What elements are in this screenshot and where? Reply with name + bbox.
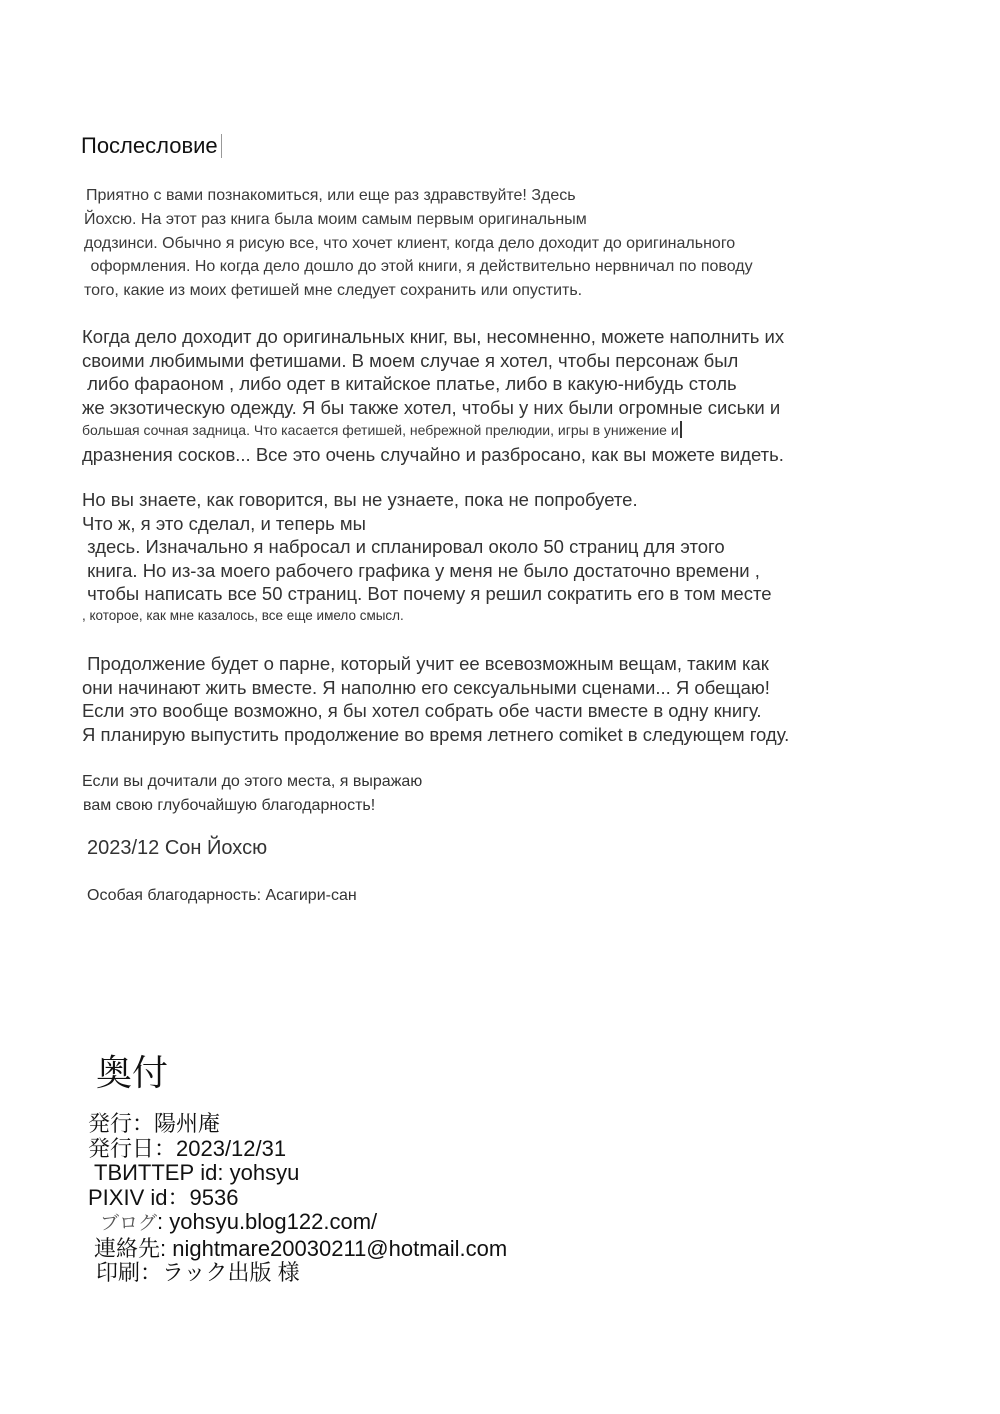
text-line: Йохсю. На этот раз книга была моим самым первым оригинальным bbox=[84, 210, 587, 228]
text-line: Когда дело доходит до оригинальных книг, вы, несомненно, можете наполнить их bbox=[82, 326, 785, 347]
blog-label: ブログ bbox=[100, 1213, 158, 1234]
paragraph-3 bbox=[82, 488, 772, 626]
text-cursor bbox=[680, 421, 682, 438]
paragraph-1 bbox=[86, 184, 753, 303]
text-line: Продолжение будет о парне, который учит ее всевозможным вещам, таким как bbox=[82, 653, 769, 674]
text-line: они начинают жить вместе. Я наполню его сексуальными сценами... Я обещаю! bbox=[82, 676, 770, 698]
text-line: дразнения сосков... Все это очень случайно и разбросано, как вы можете видеть. bbox=[82, 443, 784, 465]
publisher: 発行：陽州庵 bbox=[88, 1111, 221, 1136]
contact[interactable]: 連絡先: nightmare20030211@hotmail.com bbox=[94, 1235, 508, 1261]
text-line-content: большая сочная задница. Что касается фетишей, небрежной прелюдии, игры в унижение и bbox=[82, 422, 679, 438]
text-line: Я планирую выпустить продолжение во время летнего comiket в следующем году. bbox=[82, 723, 790, 745]
text-line: додзинси. Обычно я рисую все, что хочет клиент, когда дело доходит до оригинального bbox=[84, 234, 736, 252]
text-line: вам свою глубочайшую благодарность! bbox=[83, 797, 376, 814]
text-line: же экзотическую одежду. Я бы также хотел, чтобы у них были огромные сиськи и bbox=[82, 396, 781, 418]
text-line bbox=[82, 419, 784, 443]
paragraph-4 bbox=[82, 652, 789, 746]
blog bbox=[100, 1210, 507, 1237]
blog-url[interactable]: : yohsyu.blog122.com/ bbox=[157, 1209, 378, 1234]
text-line: своими любимыми фетишами. В моем случае я хотел, чтобы персонаж был bbox=[82, 349, 739, 371]
twitter-id: ТВИТТЕР id: yohsyu bbox=[94, 1160, 300, 1185]
text-line: либо фараоном , либо одет в китайское платье, либо в какую-нибудь столь bbox=[82, 373, 737, 394]
text-line: здесь. Изначально я набросал и спланировал около 50 страниц для этого bbox=[82, 536, 725, 557]
text-line: Но вы знаете, как говорится, вы не узнаете, пока не попробуете. bbox=[82, 489, 638, 510]
text-line: Если вы дочитали до этого места, я выражаю bbox=[82, 773, 423, 790]
publish-date: 発行日：2023/12/31 bbox=[88, 1135, 287, 1161]
text-line: чтобы написать все 50 страниц. Вот почему я решил сократить его в том месте bbox=[82, 583, 772, 604]
text-line: , которое, как мне казалось, все еще имело смысл. bbox=[82, 607, 404, 623]
pixiv-id: PIXIV id：9536 bbox=[88, 1184, 239, 1210]
paragraph-5 bbox=[82, 770, 422, 818]
colophon-details bbox=[88, 1112, 507, 1286]
colophon-title: 奥付 bbox=[96, 1052, 169, 1093]
special-thanks: Особая благодарность: Асагири-сан bbox=[87, 887, 357, 904]
paragraph-2 bbox=[82, 325, 784, 466]
afterword-title-text: Послесловие bbox=[81, 133, 218, 158]
text-line: оформления. Но когда дело дошло до этой книги, я действительно нервничал по поводу bbox=[86, 258, 753, 276]
afterword-title bbox=[81, 133, 222, 159]
text-line: Что ж, я это сделал, и теперь мы bbox=[82, 512, 366, 534]
text-line: того, какие из моих фетишей мне следует сохранить или опустить. bbox=[84, 282, 583, 300]
text-line: книга. Но из-за моего рабочего графика у меня не было достаточно времени , bbox=[82, 559, 760, 581]
text-line: Приятно с вами познакомиться, или еще раз здравствуйте! Здесь bbox=[86, 187, 576, 204]
text-line: Если это вообще возможно, я бы хотел собрать обе части вместе в одну книгу. bbox=[82, 700, 762, 721]
text-cursor bbox=[221, 134, 222, 158]
signature: 2023/12 Сон Йохсю bbox=[87, 837, 268, 859]
printer: 印刷：ラック出版 様 bbox=[96, 1260, 300, 1285]
